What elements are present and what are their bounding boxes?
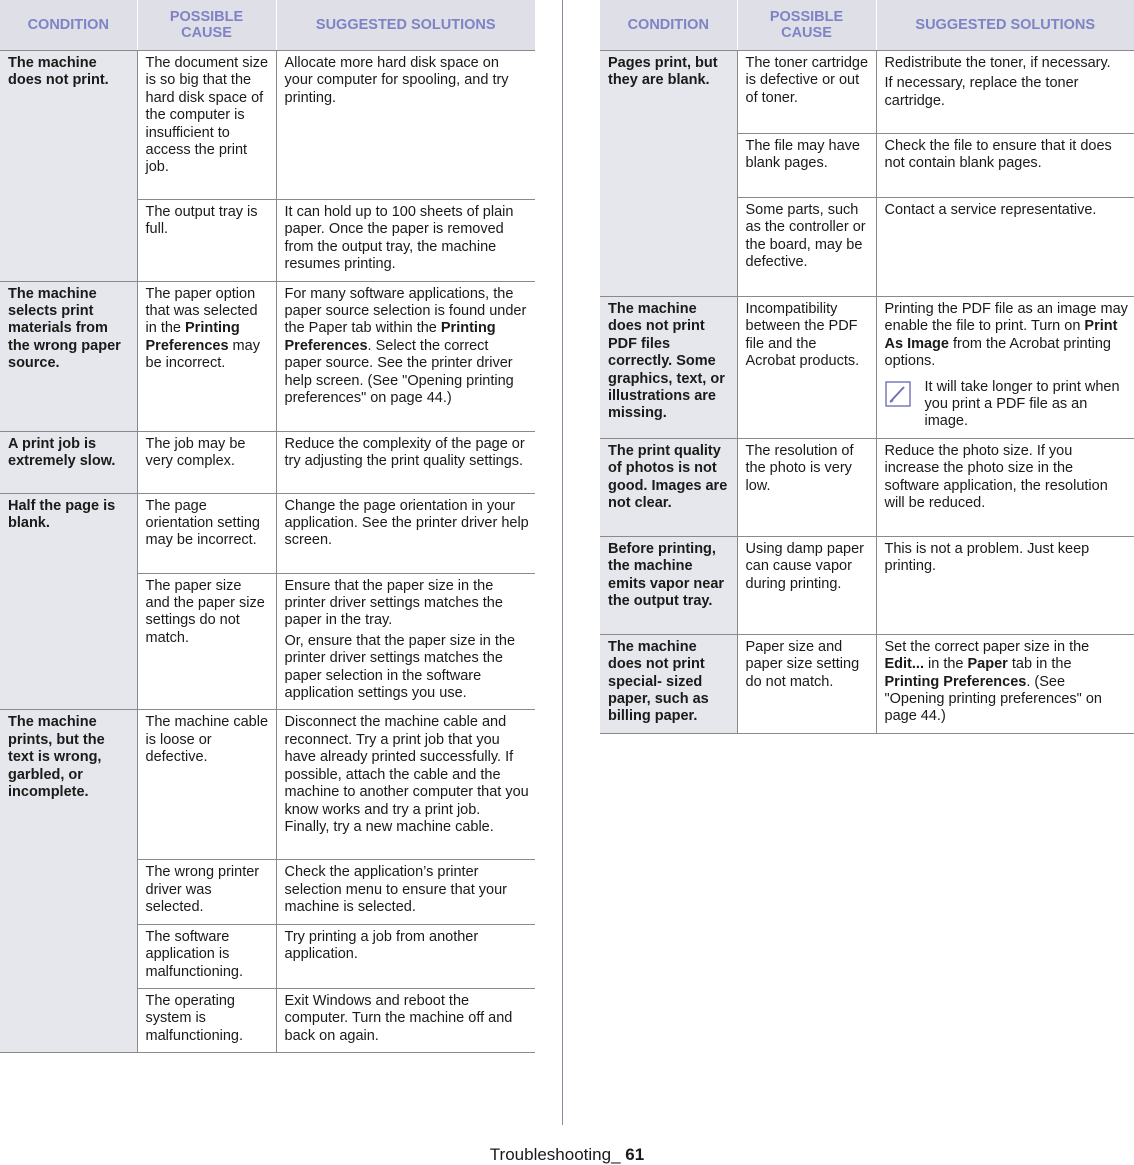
solution-cell: Allocate more hard disk space on your computer for spooling, and try printing. <box>276 51 535 200</box>
condition-cell: Pages print, but they are blank. <box>600 51 737 297</box>
condition-cell: The machine prints, but the text is wrong, garbled, or incomplete. <box>0 710 137 1053</box>
solution-cell: Contact a service representative. <box>876 198 1134 297</box>
header-condition: CONDITION <box>600 0 737 51</box>
cause-cell: The file may have blank pages. <box>737 134 876 198</box>
solution-paragraph: Or, ensure that the paper size in the printer driver settings matches the paper selection in the software application settings you use. <box>284 632 516 702</box>
table-row <box>0 493 535 573</box>
cause-cell: The toner cartridge is defective or out of toner. <box>737 51 876 134</box>
table-row <box>0 281 535 431</box>
solution-paragraph: Printing the PDF file as an image may enable the file to print. Turn on Print As Image from the Acrobat printing options. <box>884 301 1128 370</box>
cause-cell: The output tray is full. <box>137 200 276 282</box>
table-row <box>600 297 1134 439</box>
note-text: It will take longer to print when you print a PDF file as an image. <box>924 378 1120 430</box>
footer-section: Troubleshooting_ <box>489 1145 626 1164</box>
solution-cell: Check the application’s printer selection menu to ensure that your machine is selected. <box>276 860 535 924</box>
cause-cell: The paper size and the paper size settings do not match. <box>137 573 276 710</box>
troubleshooting-table-right <box>600 0 1134 734</box>
header-suggested-solutions: SUGGESTED SOLUTIONS <box>276 0 535 51</box>
solution-cell: Set the correct paper size in the Edit... in the Paper tab in the Printing Preferences. (See "Opening printing preferences" on page 44.) <box>876 634 1134 733</box>
solution-cell: Try printing a job from another application. <box>276 924 535 988</box>
solution-cell <box>876 297 1134 439</box>
table-header-row <box>0 0 535 51</box>
cause-cell: The wrong printer driver was selected. <box>137 860 276 924</box>
solution-cell: It can hold up to 100 sheets of plain paper. Once the paper is removed from the output tray, the machine resumes printing. <box>276 200 535 282</box>
cause-cell: Some parts, such as the controller or the board, may be defective. <box>737 198 876 297</box>
solution-cell: For many software applications, the paper source selection is found under the Paper tab within the Printing Preferences. Select the correct paper source. See the printer driver help screen. (See "Opening printing preferences" on page 44.) <box>276 281 535 431</box>
solution-paragraph: Redistribute the toner, if necessary. <box>884 55 1111 71</box>
condition-cell: The machine does not print. <box>0 51 137 282</box>
condition-cell: Half the page is blank. <box>0 493 137 710</box>
cause-cell: The page orientation setting may be incorrect. <box>137 493 276 573</box>
cause-cell: Using damp paper can cause vapor during printing. <box>737 536 876 634</box>
troubleshooting-table-left <box>0 0 535 1053</box>
condition-cell: The machine does not print special- sized paper, such as billing paper. <box>600 634 737 733</box>
cause-cell: Paper size and paper size setting do not match. <box>737 634 876 733</box>
note-box <box>885 379 1129 431</box>
solution-cell: Disconnect the machine cable and reconnect. Try a print job that you have already printed successfully. If possible, attach the cable and the machine to another computer that you know works and try a print job. Finally, try a new machine cable. <box>276 710 535 860</box>
header-possible-cause: POSSIBLE CAUSE <box>137 0 276 51</box>
header-possible-cause: POSSIBLE CAUSE <box>737 0 876 51</box>
solution-cell: Change the page orientation in your application. See the printer driver help screen. <box>276 493 535 573</box>
table-row <box>600 634 1134 733</box>
condition-cell: The machine does not print PDF files correctly. Some graphics, text, or illustrations are missing. <box>600 297 737 439</box>
table-row <box>600 51 1134 134</box>
solution-paragraph: If necessary, replace the toner cartridge. <box>884 75 1079 109</box>
header-suggested-solutions: SUGGESTED SOLUTIONS <box>876 0 1134 51</box>
cause-cell: The software application is malfunctioning. <box>137 924 276 988</box>
column-divider <box>562 0 563 1125</box>
condition-cell: Before printing, the machine emits vapor near the output tray. <box>600 536 737 634</box>
solution-paragraph: Ensure that the paper size in the printer driver settings matches the paper in the tray. <box>284 577 503 629</box>
table-header-row <box>600 0 1134 51</box>
table-row <box>600 438 1134 536</box>
page-number: 61 <box>625 1145 645 1164</box>
cause-cell: The job may be very complex. <box>137 431 276 493</box>
condition-cell: The machine selects print materials from the wrong paper source. <box>0 281 137 431</box>
note-pencil-icon <box>885 379 915 431</box>
table-row <box>600 536 1134 634</box>
solution-cell: Exit Windows and reboot the computer. Turn the machine off and back on again. <box>276 988 535 1052</box>
cause-cell: The machine cable is loose or defective. <box>137 710 276 860</box>
cause-cell: Incompatibility between the PDF file and the Acrobat products. <box>737 297 876 439</box>
solution-cell: Reduce the photo size. If you increase the photo size in the software application, the resolution will be reduced. <box>876 438 1134 536</box>
table-row <box>0 710 535 860</box>
condition-cell: A print job is extremely slow. <box>0 431 137 493</box>
solution-cell: Check the file to ensure that it does not contain blank pages. <box>876 134 1134 198</box>
solution-cell: Reduce the complexity of the page or try adjusting the print quality settings. <box>276 431 535 493</box>
table-row <box>0 431 535 493</box>
page-footer <box>0 1145 1134 1165</box>
cause-cell: The resolution of the photo is very low. <box>737 438 876 536</box>
solution-cell: This is not a problem. Just keep printing. <box>876 536 1134 634</box>
cause-cell: The operating system is malfunctioning. <box>137 988 276 1052</box>
header-condition: CONDITION <box>0 0 137 51</box>
condition-cell: The print quality of photos is not good. Images are not clear. <box>600 438 737 536</box>
cause-cell: The document size is so big that the hard disk space of the computer is insufficient to access the print job. <box>137 51 276 200</box>
cause-cell: The paper option that was selected in the Printing Preferences may be incorrect. <box>137 281 276 431</box>
solution-cell <box>276 573 535 710</box>
solution-cell <box>876 51 1134 134</box>
table-row <box>0 51 535 200</box>
